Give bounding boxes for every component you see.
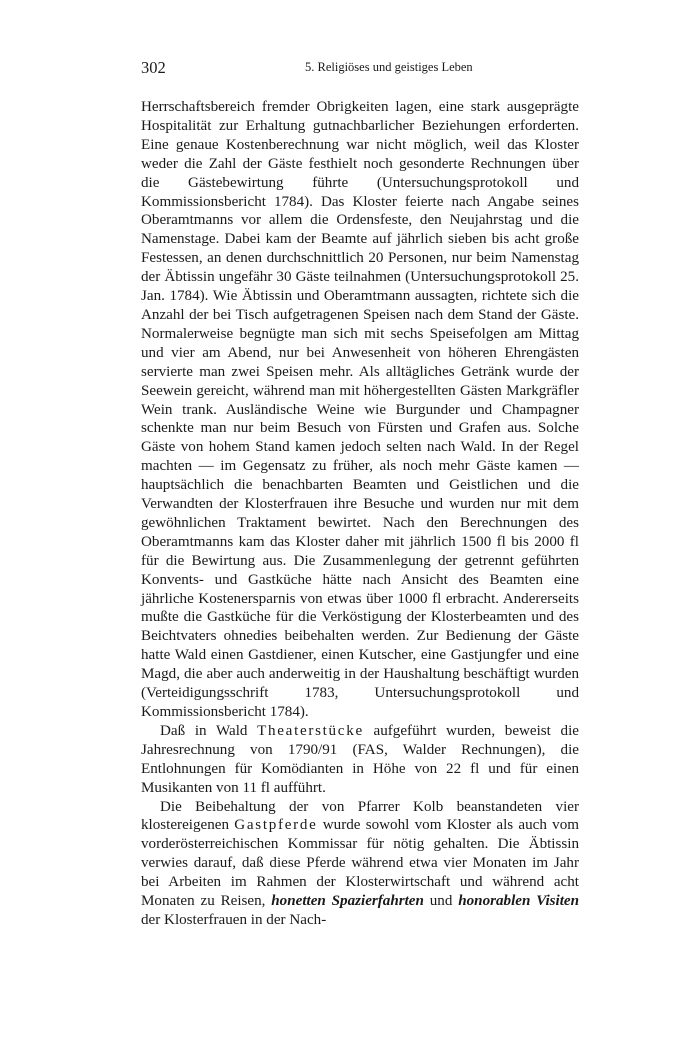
paragraph-horses: [141, 798, 579, 930]
body-text: [141, 98, 579, 930]
running-head: 5. Religiöses und geistiges Leben: [305, 60, 473, 74]
paragraph-theater-start: Daß in Wald: [160, 722, 258, 739]
page-number: 302: [141, 58, 166, 77]
paragraph-horses-end: der Klosterfrauen in der Nach-: [141, 911, 327, 928]
paragraph-horses-middle: wurde sowohl vom Kloster als auch vom vorderösterreichischen Kommissar für nötig gehalten. Die Äbtissin verwies darauf, daß diese Pferde während etwa vier Monaten im Jahr bei Arbeiten im Rahmen der Klosterwirtschaft und während acht Monaten zu Reisen,: [141, 817, 579, 910]
quote-honetten-spazierfahrten: honetten Spazierfahrten: [271, 893, 424, 910]
paragraph-theater: [141, 722, 579, 798]
paragraph-horses-connector: und: [423, 893, 459, 910]
page-header: [141, 58, 579, 78]
paragraph-hospitality: Herrschaftsbereich fremder Obrigkeiten lagen, eine stark ausgeprägte Hospitalität zur Erhaltung gutnachbarlicher Beziehungen erforderten. Eine genaue Kostenberechnung war nicht möglich, weil das Kloster weder die Zahl der Gäste festhielt noch gesonderte Rechnungen über die Gästebewirtung führte (Untersuchungsprotokoll und Kommissionsbericht 1784). Das Kloster feierte nach Angabe seines Oberamtmanns vor allem die Ordensfeste, den Neujahrstag und die Namenstage. Dabei kam der Beamte auf jährlich sieben bis acht große Festessen, an denen durchschnittlich 20 Personen, nur beim Namenstag der Äbtissin ungefähr 30 Gäste teilnahmen (Untersuchungsprotokoll 25. Jan. 1784). Wie Äbtissin und Oberamtmann aussagten, richtete sich die Anzahl der bei Tisch aufgetragenen Speisen nach dem Stand der Gäste. Normalerweise begnügte man sich mit sechs Speisefolgen am Mittag und vier am Abend, nur bei Anwesenheit von höheren Ehrengästen servierte man zwei Speisen mehr. Als alltägliches Getränk wurde der Seewein gereicht, während man mit höhergestellten Gästen Markgräfler Wein trank. Ausländische Weine wie Burgunder und Champagner schenkte man nur beim Besuch von Fürsten und Grafen aus. Solche Gäste von hohem Stand kamen jedoch selten nach Wald. In der Regel machten — im Gegensatz zu früher, als noch mehr Gäste kamen — hauptsächlich die benachbarten Beamten und Geistlichen und die Verwandten der Klosterfrauen ihre Besuche und wurden nur mit dem gewöhnlichen Traktament bewirtet. Nach den Berechnungen des Oberamtmanns kam das Kloster daher mit jährlich 1500 fl bis 2000 fl für die Bewirtung aus. Die Zusammenlegung der getrennt geführten Konvents- und Gastküche hätte nach Ansicht des Beamten eine jährliche Kostenersparnis von etwas über 1000 fl erbracht. Andererseits mußte die Gastküche für die Verköstigung der Klosterbeamten und des Beichtvaters ohnedies beibehalten werden. Zur Bedienung der Gäste hatte Wald einen Gastdiener, einen Kutscher, eine Gastjungfer und eine Magd, die aber auch anderweitig in der Haushaltung beschäftigt wurden (Verteidigungsschrift 1783, Untersuchungsprotokoll und Kommissionsbericht 1784).: [141, 99, 579, 720]
keyword-gastpferde: Gastpferde: [234, 817, 318, 834]
quote-honorablen-visiten: honorablen Visiten: [458, 893, 579, 910]
keyword-theaterstuecke: Theaterstücke: [257, 722, 364, 739]
paragraph-horses-start: Die Beibehaltung der von Pfarrer Kolb beanstandeten vier klostereigenen: [141, 798, 579, 834]
paragraph-theater-rest: aufgeführt wurden, beweist die Jahresrechnung von 1790/91 (FAS, Walder Rechnungen), die Entlohnungen für Komödianten in Höhe von 22 fl und für einen Musikanten von 11 fl aufführt.: [141, 722, 579, 796]
